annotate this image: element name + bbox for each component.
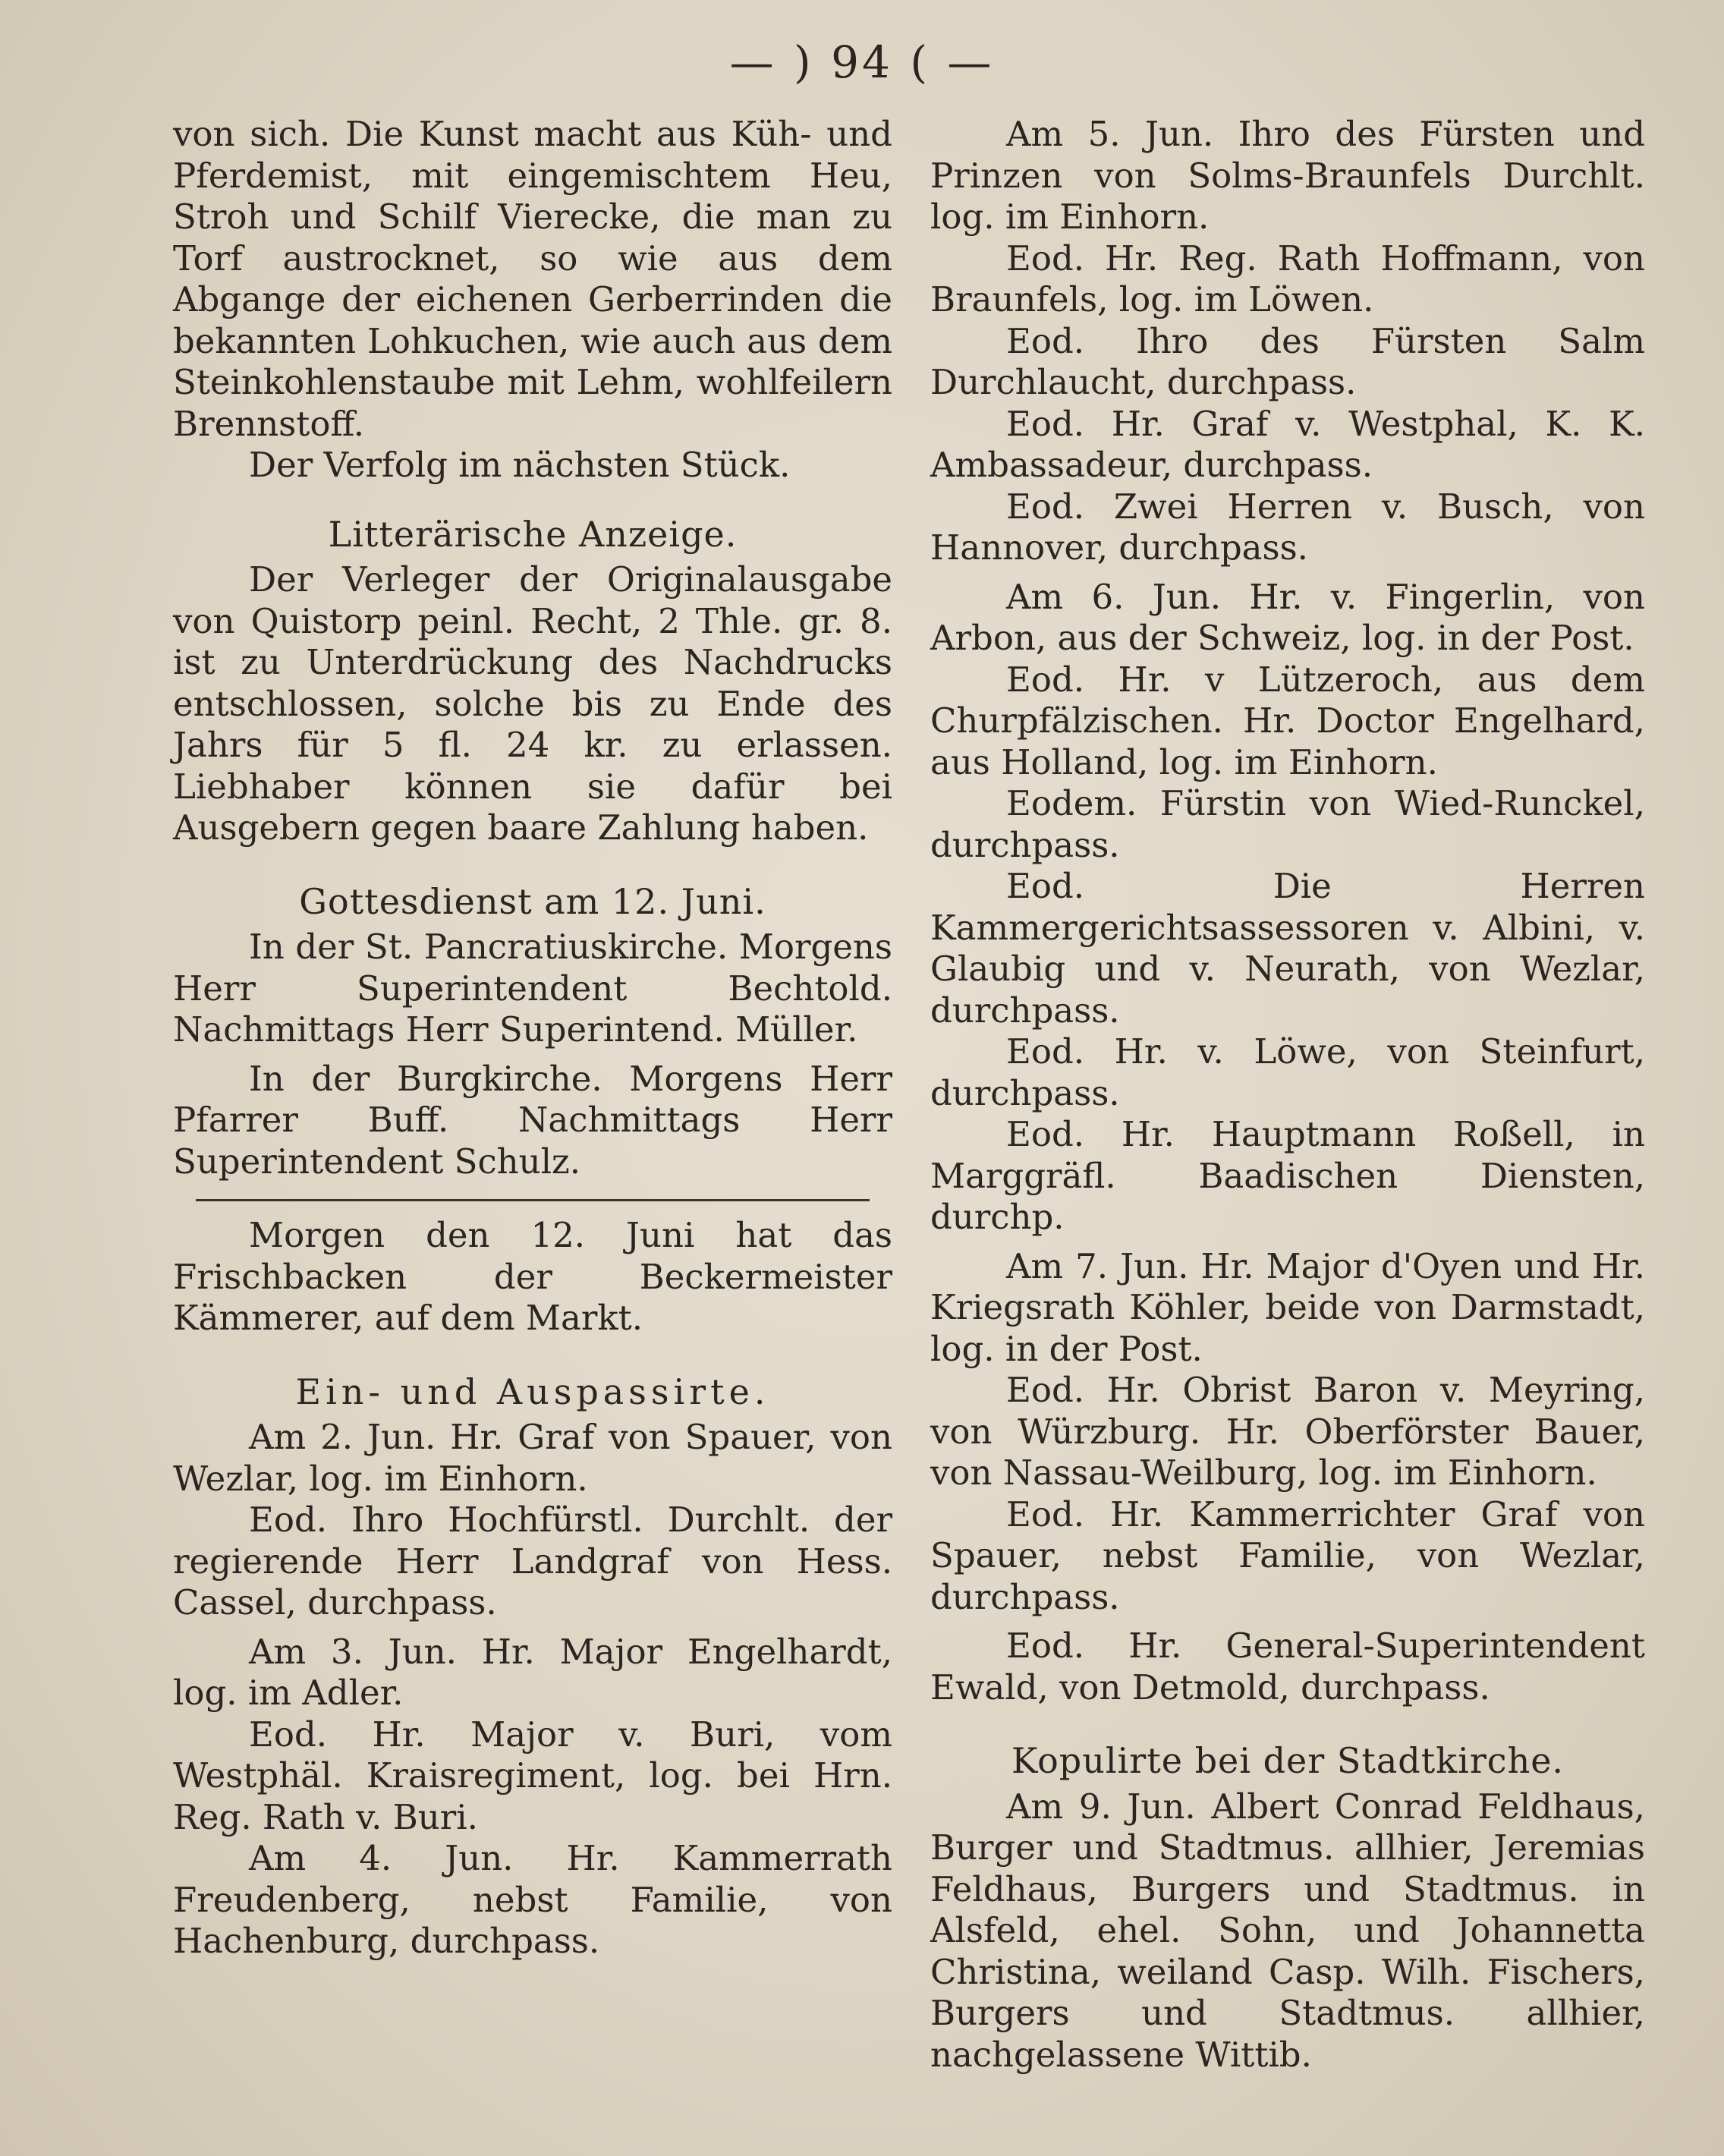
paragraph-fuel: von sich. Die Kunst macht aus Küh- und Pferdemist, mit eingemischtem Heu, Stroh und Schilf Vierecke, die man zu Torf austrocknet, so wie aus dem Abgange der eichenen Gerberrinden die bekannten Lohkuchen, wie auch aus dem Steinkohlenstaube mit Lehm, wohlfeilern Brennstoff. — [173, 114, 892, 444]
section-divider — [196, 1199, 870, 1201]
arrival-entry: Eod. Ihro des Fürsten Salm Durchlaucht, durchpass. — [930, 320, 1645, 402]
page-number-header: — ) 94 ( — — [729, 36, 995, 88]
heading-arrivals: Ein- und Auspassirte. — [295, 1371, 770, 1412]
arrival-entry: Eod. Hr. Major v. Buri, vom Westphäl. Kraisregiment, log. bei Hrn. Reg. Rath v. Buri. — [173, 1714, 892, 1837]
right-column — [930, 114, 1645, 2076]
paragraph-literary-notice: Der Verleger der Originalausgabe von Quistorp peinl. Recht, 2 Thle. gr. 8. ist zu Unterdrückung des Nachdrucks entschlossen, solche bis zu Ende des Jahrs für 5 fl. 24 kr. zu erlassen. Liebhaber können sie dafür bei Ausgebern gegen baare Zahlung haben. — [173, 559, 892, 848]
continuation-note: Der Verfolg im nächsten Stück. — [249, 445, 791, 485]
left-column — [173, 114, 892, 1962]
marriage-entry: Am 9. Jun. Albert Conrad Feldhaus, Burger und Stadtmus. allhier, Jeremias Feldhaus, Burgers und Stadtmus. in Alsfeld, ehel. Sohn, und Johannetta Christina, weiland Casp. Wilh. Fischers, Burgers und Stadtmus. allhier, nachgelassene Wittib. — [930, 1786, 1645, 2075]
paragraph-pancratius: In der St. Pancratiuskirche. Morgens Herr Superintendent Bechtold. Nachmittags Herr Superintend. Müller. — [173, 927, 892, 1050]
arrival-entry: Eod. Hr. Reg. Rath Hoffmann, von Braunfels, log. im Löwen. — [930, 238, 1645, 319]
arrival-entry: Eod. Zwei Herren v. Busch, von Hannover, durchpass. — [930, 486, 1645, 568]
arrival-entry: Am 5. Jun. Ihro des Fürsten und Prinzen von Solms-Braunfels Durchlt. log. im Einhorn. — [930, 114, 1645, 237]
heading-church-service: Gottesdienst am 12. Juni. — [299, 880, 766, 922]
arrival-entry: Eodem. Fürstin von Wied-Runckel, durchpass. — [930, 783, 1645, 865]
paragraph-baker: Morgen den 12. Juni hat das Frischbacken der Beckermeister Kämmerer, auf dem Markt. — [173, 1215, 892, 1338]
arrival-entry: Am 3. Jun. Hr. Major Engelhardt, log. im Adler. — [173, 1631, 892, 1713]
arrival-entry: Am 6. Jun. Hr. v. Fingerlin, von Arbon, aus der Schweiz, log. in der Post. — [930, 576, 1645, 658]
arrival-entry: Am 2. Jun. Hr. Graf von Spauer, von Wezlar, log. im Einhorn. — [173, 1417, 892, 1499]
arrival-entry: Eod. Hr. Hauptmann Roßell, in Marggräfl. Baadischen Diensten, durchp. — [930, 1114, 1645, 1237]
arrival-entry: Eod. Hr. v Lützeroch, aus dem Churpfälzischen. Hr. Doctor Engelhard, aus Holland, log. im Einhorn. — [930, 659, 1645, 782]
arrival-entry: Am 4. Jun. Hr. Kammerrath Freudenberg, nebst Familie, von Hachenburg, durchpass. — [173, 1838, 892, 1961]
paragraph-burgkirche: In der Burgkirche. Morgens Herr Pfarrer Buff. Nachmittags Herr Superintendent Schulz. — [173, 1058, 892, 1182]
arrival-entry: Eod. Die Herren Kammergerichtsassessoren v. Albini, v. Glaubig und v. Neurath, von Wezlar, durchpass. — [930, 866, 1645, 1031]
arrival-entry: Eod. Ihro Hochfürstl. Durchlt. der regierende Herr Landgraf von Hess. Cassel, durchpass. — [173, 1500, 892, 1623]
arrival-entry: Am 7. Jun. Hr. Major d'Oyen und Hr. Kriegsrath Köhler, beide von Darmstadt, log. in der Post. — [930, 1245, 1645, 1369]
arrival-entry: Eod. Hr. Graf v. Westphal, K. K. Ambassadeur, durchpass. — [930, 403, 1645, 485]
arrival-entry: Eod. Hr. Obrist Baron v. Meyring, von Würzburg. Hr. Oberförster Bauer, von Nassau-Weilburg, log. im Einhorn. — [930, 1370, 1645, 1493]
heading-marriages: Kopulirte bei der Stadtkirche. — [1011, 1740, 1565, 1781]
arrival-entry: Eod. Hr. v. Löwe, von Steinfurt, durchpass. — [930, 1031, 1645, 1113]
arrival-entry: Eod. Hr. Kammerrichter Graf von Spauer, nebst Familie, von Wezlar, durchpass. — [930, 1493, 1645, 1617]
arrival-entry: Eod. Hr. General-Superintendent Ewald, von Detmold, durchpass. — [930, 1626, 1645, 1707]
heading-literary-notice: Litterärische Anzeige. — [328, 513, 738, 555]
